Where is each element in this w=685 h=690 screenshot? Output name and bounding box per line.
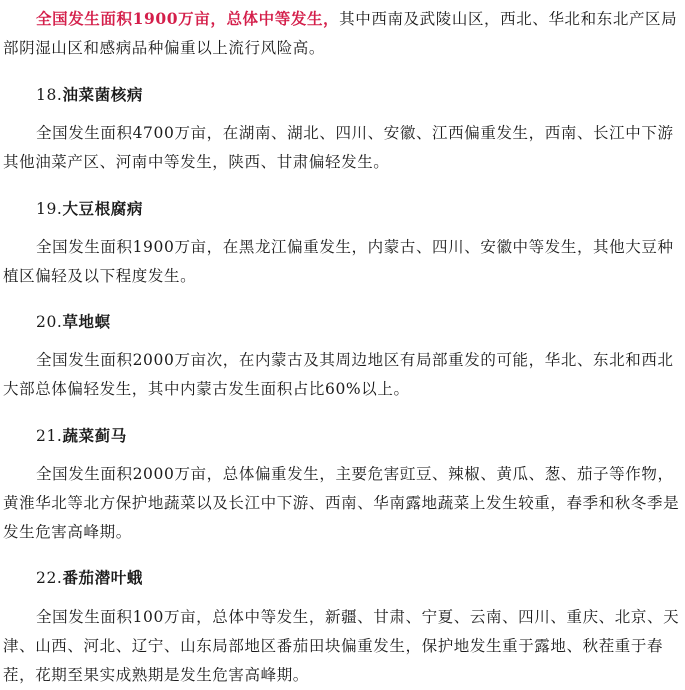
section-heading-21 <box>36 425 127 447</box>
intro-highlight: 全国发生面积1900万亩，总体中等发生， <box>36 9 340 28</box>
section-title: 番茄潜叶蛾 <box>62 568 143 587</box>
section-title: 蔬菜蓟马 <box>62 426 127 445</box>
section-body-19: 全国发生面积1900万亩，在黑龙江偏重发生，内蒙古、四川、安徽中等发生，其他大豆种植区偏轻及以下程度发生。 <box>3 238 674 285</box>
section-number: 18. <box>36 86 63 104</box>
section-heading-19 <box>36 198 143 220</box>
section-heading-20 <box>36 311 111 333</box>
section-title: 草地螟 <box>62 312 111 331</box>
intro-text: 其中西南及武陵山区，西北、华北和东北产区局部阴湿山区和感病品种偏重以上流行风险高。 <box>3 10 678 57</box>
section-heading-22 <box>36 567 143 589</box>
intro-paragraph <box>3 4 680 63</box>
section-heading-18 <box>36 84 143 106</box>
section-body-21: 全国发生面积2000万亩，总体偏重发生，主要危害豇豆、辣椒、黄瓜、葱、茄子等作物，黄淮华北等北方保护地蔬菜以及长江中下游、西南、华南露地蔬菜上发生较重，春季和秋冬季是发生危害高峰期。 <box>3 465 680 541</box>
section-number: 19. <box>36 200 63 218</box>
section-title: 大豆根腐病 <box>62 199 143 218</box>
section-body-20: 全国发生面积2000万亩次，在内蒙古及其周边地区有局部重发的可能，华北、东北和西北大部总体偏轻发生，其中内蒙古发生面积占比60%以上。 <box>3 351 674 398</box>
section-body-18: 全国发生面积4700万亩，在湖南、湖北、四川、安徽、江西偏重发生，西南、长江中下游其他油菜产区、河南中等发生，陕西、甘肃偏轻发生。 <box>3 124 674 171</box>
section-number: 21. <box>36 427 63 445</box>
section-body-22: 全国发生面积100万亩，总体中等发生，新疆、甘肃、宁夏、云南、四川、重庆、北京、天津、山西、河北、辽宁、山东局部地区番茄田块偏重发生，保护地发生重于露地、秋茬重于春茬，花期至果实成熟期是发生危害高峰期。 <box>3 608 680 684</box>
section-title: 油菜菌核病 <box>62 85 143 104</box>
section-number: 22. <box>36 569 63 587</box>
section-number: 20. <box>36 313 63 331</box>
